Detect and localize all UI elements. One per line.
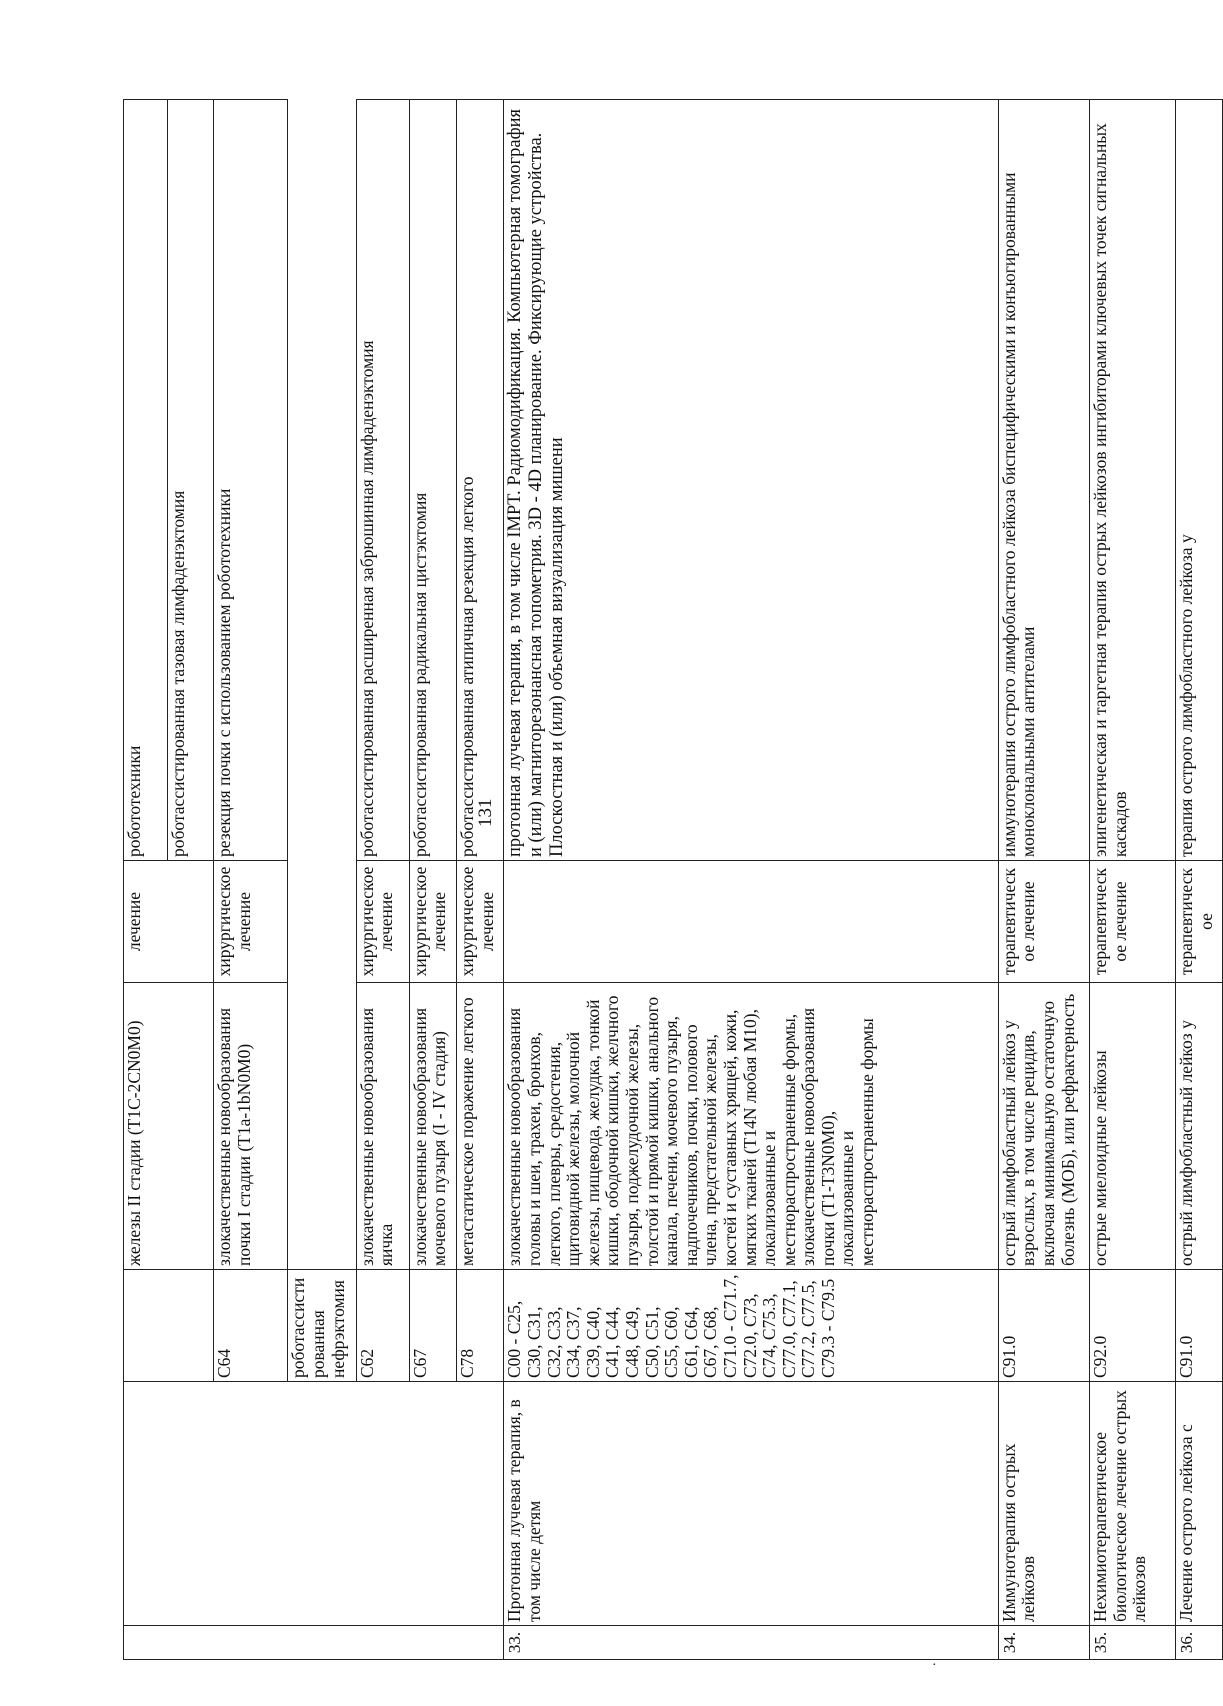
treatment-method-cell: иммунотерапия острого лимфобластного лейкоза биспецифическими и конъюгированными моноклональными антителами [998, 100, 1090, 861]
treatment-method-cell: роботассистированная атипичная резекция легкого [456, 100, 503, 861]
treatment-method-cell: роботассистированная тазовая лимфаденэктомия [168, 100, 214, 861]
icd-code-cell: C91.0 [998, 1270, 1090, 1382]
treatment-type-cell: терапевтическое лечение [998, 861, 1090, 983]
treatment-type-cell: хирургическое лечение [456, 861, 503, 983]
stray-mark: · [932, 1658, 937, 1673]
procedure-name-cell: Лечение острого лейкоза с [1176, 1382, 1223, 1626]
icd-code-cell: C91.0 [1176, 1270, 1223, 1382]
procedure-name-cell: Протонная лучевая терапия, в том числе детям [504, 1382, 998, 1626]
procedure-name-cell [124, 1382, 504, 1626]
treatment-method-cell: роботассистированная нефрэктомия [288, 1270, 356, 1382]
table-row [998, 100, 1090, 1660]
patient-model-cell: злокачественные новообразования головы и шеи, трахеи, бронхов, легкого, плевры, средостения, щитовидной железы, молочной железы, пищевода, желудка, тонкой кишки, ободочной кишки, желчного пузыря, поджелудочной железы, толстой и прямой кишки, анального канала, печени, мочевого пузыря, надпочечников, почки, полового члена, предстательной железы, костей и суставных хрящей, кожи, мягких тканей (T14N любая M10), локализованные и местнораспространенные формы, злокачественные новообразования почки (T1-T3N0M0), локализованные и местнораспространенные формы [504, 983, 998, 1270]
icd-code-cell: C67 [409, 1270, 456, 1382]
patient-model-cell: острый лимфобластный лейкоз у [1176, 983, 1223, 1270]
patient-model-cell: острый лимфобластный лейкоз у взрослых, в том числе рецидив, включая минимальную остаточную болезнь (МОБ), или рефрактерность [998, 983, 1090, 1270]
icd-code-cell: C64 [214, 1270, 288, 1382]
patient-model-cell: острые миелоидные лейкозы [1090, 983, 1176, 1270]
procedure-name-cell: Нехимиотерапевтическое биологическое лечение острых лейкозов [1090, 1382, 1176, 1626]
table-row [124, 100, 168, 1660]
treatment-type-cell: хирургическое лечение [409, 861, 456, 983]
icd-code-cell: C62 [356, 1270, 409, 1382]
treatment-method-cell: резекция почки с использованием робототехники [214, 100, 288, 861]
treatment-type-cell [504, 861, 998, 983]
patient-model-cell: метастатическое поражение легкого [456, 983, 503, 1270]
table-row [504, 100, 998, 1660]
table-row [1176, 100, 1223, 1660]
treatment-method-cell: эпигенетическая и таргетная терапия острых лейкозов ингибиторами ключевых точек сигнальных каскадов [1090, 100, 1176, 861]
row-number-cell: 33. [504, 1626, 998, 1660]
treatment-method-cell: терапия острого лимфобластного лейкоза у [1176, 100, 1223, 861]
patient-model-cell: злокачественные новообразования мочевого пузыря (I - IV стадия) [409, 983, 456, 1270]
treatment-type-cell: лечение [124, 861, 214, 983]
procedures-table [123, 99, 1223, 1660]
patient-model-cell: злокачественные новообразования яичка [356, 983, 409, 1270]
treatment-type-cell: хирургическое лечение [356, 861, 409, 983]
treatment-type-cell: хирургическое лечение [214, 861, 288, 983]
treatment-type-cell: терапевтическое [1176, 861, 1223, 983]
page-number: 131 [475, 798, 496, 827]
icd-code-cell [124, 1270, 214, 1382]
procedure-name-cell: Иммунотерапия острых лейкозов [998, 1382, 1090, 1626]
table-row [1090, 100, 1176, 1660]
row-number-cell [124, 1626, 504, 1660]
treatment-method-cell: роботассистированная расширенная забрюшинная лимфаденэктомия [356, 100, 409, 861]
patient-model-cell: железы II стадии (T1C-2CN0M0) [124, 983, 214, 1270]
icd-code-cell: C92.0 [1090, 1270, 1176, 1382]
row-number-cell: 34. [998, 1626, 1090, 1660]
row-number-cell: 36. [1176, 1626, 1223, 1660]
treatment-method-cell: роботассистированная радикальная цистэктомия [409, 100, 456, 861]
procedures-table-rotated [123, 100, 1223, 1660]
row-number-cell: 35. [1090, 1626, 1176, 1660]
treatment-method-cell: робототехники [124, 100, 168, 861]
treatment-type-cell: терапевтическое лечение [1090, 861, 1176, 983]
icd-code-cell: C00 - C25, C30, C31, C32, C33, C34, C37, C39, C40, C41, C44, C48, C49, C50, C51, C55, C60, C61, C64, C67, C68, C71.0 - C71.7, C72.0, C73, C74, C75.3, C77.0, C77.1, C77.2, C77.5, C79.3 - C79.5 [504, 1270, 998, 1382]
patient-model-cell: злокачественные новообразования почки I стадии (T1a-1bN0M0) [214, 983, 288, 1270]
treatment-method-cell: протонная лучевая терапия, в том числе IMPT. Радиомодификация. Компьютерная томография и (или) магниторезонансная топометрия. 3D - 4D планирование. Фиксирующие устройства. Плоскостная и (или) объемная визуализация мишени [504, 100, 998, 861]
icd-code-cell: C78 [456, 1270, 503, 1382]
